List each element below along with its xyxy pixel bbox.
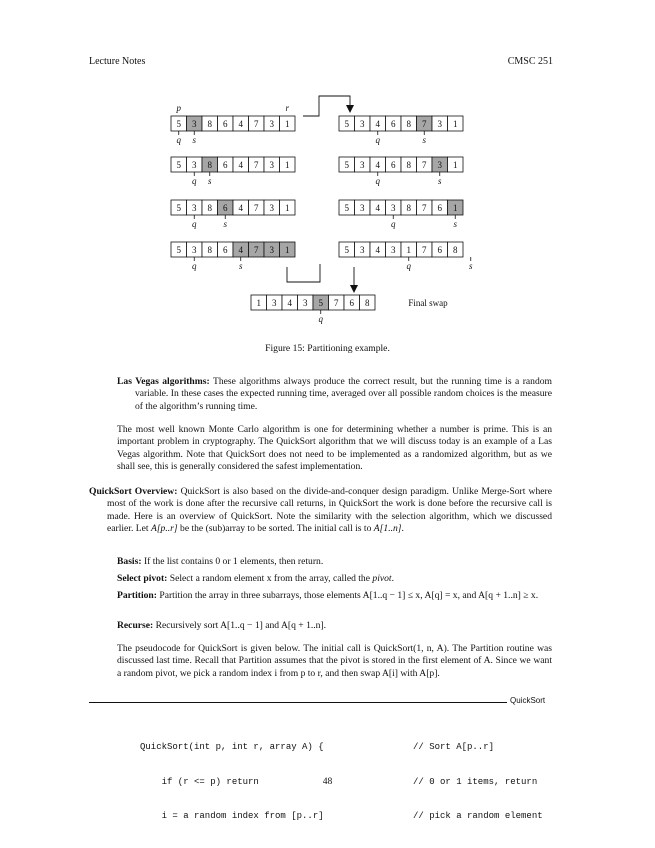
- left-row-cell-value: 7: [254, 244, 259, 255]
- final-row-cell-value: 5: [318, 297, 323, 308]
- code-comment: // Sort A[p..r]: [413, 742, 495, 752]
- right-row-cell-value: 7: [422, 159, 427, 170]
- figure-caption: Figure 15: Partitioning example.: [265, 343, 390, 354]
- right-row-cell-value: 3: [437, 118, 442, 129]
- left-row-cell-value: 7: [254, 202, 259, 213]
- las-vegas-paragraph: [117, 376, 552, 413]
- left-row-q-marker: q: [192, 261, 197, 271]
- right-row-s-marker: s: [468, 261, 473, 271]
- right-row-cell-value: 1: [453, 118, 458, 129]
- left-row-cell-value: 8: [207, 118, 212, 129]
- right-row-cell-value: 5: [344, 244, 349, 255]
- right-row-cell-value: 1: [453, 159, 458, 170]
- right-row-cell-value: 5: [344, 202, 349, 213]
- r-label: r: [285, 103, 290, 113]
- partition-term: Partition:: [117, 590, 157, 601]
- partition-text: Partition the array in three subarrays, those elements A[1..q − 1] ≤ x, A[q] = x, and A[q + 1..n] ≥ x.: [159, 590, 539, 601]
- basis-step: [117, 556, 552, 568]
- select-step: [117, 573, 552, 585]
- left-row-q-marker: q: [192, 219, 197, 229]
- pseudocode-text: The pseudocode for QuickSort is given below. The initial call is QuickSort(1, n, A). The Partition routine was discussed last time. Recall that Partition assumes that the pivot is stored in the first element of A. Since we want a random pivot, we pick a random index i from p to r, and then swap A[i] with A[p].: [117, 643, 552, 679]
- arrowhead: [346, 105, 354, 113]
- right-row-cell-value: 3: [391, 244, 396, 255]
- left-row-cell-value: 3: [269, 118, 274, 129]
- right-row-cell-value: 6: [391, 118, 396, 129]
- right-row-cell-value: 8: [406, 118, 411, 129]
- left-row-cell-value: 1: [285, 202, 290, 213]
- right-row-cell-value: 5: [344, 159, 349, 170]
- left-row-cell-value: 3: [192, 202, 197, 213]
- las-vegas-text: These algorithms always produce the correct result, but the running time is a random variable. In these cases the expected running time, averaged over all possible random choices is the measure of the algorithm’s running time.: [135, 376, 552, 412]
- code-line: i = a random index from [p..r]: [140, 811, 324, 821]
- right-row-cell-value: 3: [360, 244, 365, 255]
- left-row-q-marker: q: [176, 135, 181, 145]
- left-row-cell-value: 5: [176, 202, 181, 213]
- left-row-s-marker: s: [207, 176, 212, 186]
- left-row-cell-value: 6: [223, 202, 228, 213]
- left-row-cell-value: 6: [223, 118, 228, 129]
- left-row-cell-value: 5: [176, 118, 181, 129]
- pseudocode-paragraph: [117, 643, 552, 680]
- final-row-cell-value: 1: [256, 297, 261, 308]
- right-row-cell-value: 4: [375, 159, 380, 170]
- left-row-cell-value: 4: [238, 118, 243, 129]
- left-row-cell-value: 7: [254, 159, 259, 170]
- right-row-s-marker: s: [453, 219, 458, 229]
- left-row-cell-value: 6: [223, 244, 228, 255]
- basis-term: Basis:: [117, 556, 142, 567]
- overview-period: .: [401, 522, 404, 534]
- left-row-cell-value: 3: [192, 159, 197, 170]
- left-row-cell-value: 4: [238, 159, 243, 170]
- left-row-q-marker: q: [192, 176, 197, 186]
- right-row-cell-value: 7: [422, 202, 427, 213]
- arrowhead: [350, 285, 358, 293]
- left-row-cell-value: 3: [269, 202, 274, 213]
- right-row-cell-value: 3: [360, 118, 365, 129]
- right-row-cell-value: 8: [406, 159, 411, 170]
- left-row-cell-value: 8: [207, 244, 212, 255]
- right-row-cell-value: 4: [375, 118, 380, 129]
- select-pivot: pivot: [372, 573, 392, 584]
- recurse-text: Recursively sort A[1..q − 1] and A[q + 1..n].: [155, 620, 327, 631]
- left-row-s-marker: s: [192, 135, 197, 145]
- left-row-cell-value: 1: [285, 244, 290, 255]
- left-row-cell-value: 3: [192, 244, 197, 255]
- left-row-cell-value: 1: [285, 159, 290, 170]
- left-row-cell-value: 3: [269, 244, 274, 255]
- right-row-cell-value: 7: [422, 244, 427, 255]
- right-row-cell-value: 1: [406, 244, 411, 255]
- left-row-cell-value: 7: [254, 118, 259, 129]
- left-row-cell-value: 8: [207, 202, 212, 213]
- code-comment: // pick a random element: [413, 811, 543, 821]
- final-row-q-marker: q: [318, 314, 323, 324]
- right-row-cell-value: 6: [391, 159, 396, 170]
- code-line: if (r <= p) return: [140, 776, 259, 787]
- recurse-step: [117, 620, 552, 632]
- left-row-cell-value: 5: [176, 159, 181, 170]
- column-connector-arrow: [303, 96, 350, 116]
- left-row-cell-value: 1: [285, 118, 290, 129]
- code-line: QuickSort(int p, int r, array A) {: [140, 742, 324, 752]
- p-label: p: [176, 103, 181, 113]
- right-row-cell-value: 3: [360, 159, 365, 170]
- right-row-cell-value: 5: [344, 118, 349, 129]
- page-number: 48: [322, 776, 333, 787]
- code-label: QuickSort: [510, 696, 546, 705]
- right-row-cell-value: 3: [391, 202, 396, 213]
- final-row-cell-value: 8: [365, 297, 370, 308]
- basis-text: If the list contains 0 or 1 elements, then return.: [143, 556, 324, 567]
- left-row-cell-value: 8: [207, 159, 212, 170]
- code-rule: [89, 702, 507, 703]
- recurse-term: Recurse:: [117, 620, 154, 631]
- monte-carlo-text: The most well known Monte Carlo algorithm is one for determining whether a number is prime. This is an important problem in cryptography. The QuickSort algorithm that we will discuss today is an example of a Las Vegas algorithm. Note that QuickSort does not need to be implemented as a randomized algorithm, but as we shall see, this is generally considered the safest implementation.: [117, 424, 552, 472]
- final-row-cell-value: 4: [287, 297, 292, 308]
- header-right: CMSC 251: [507, 56, 553, 67]
- overview-paragraph: [89, 486, 552, 535]
- left-row-cell-value: 3: [192, 118, 197, 129]
- right-row-cell-value: 3: [437, 159, 442, 170]
- right-row-s-marker: s: [422, 135, 427, 145]
- select-text: Select a random element x from the array, called the: [169, 573, 370, 584]
- final-swap-label: Final swap: [408, 298, 448, 308]
- overview-term: QuickSort Overview:: [89, 486, 178, 497]
- left-row-cell-value: 4: [238, 202, 243, 213]
- left-row-cell-value: 3: [269, 159, 274, 170]
- code-comment: // 0 or 1 items, return: [413, 776, 538, 787]
- right-row-cell-value: 1: [453, 202, 458, 213]
- final-row-cell-value: 3: [303, 297, 308, 308]
- select-period: .: [391, 573, 394, 584]
- partition-figure: [0, 0, 655, 340]
- right-row-cell-value: 8: [406, 202, 411, 213]
- right-row-q-marker: q: [391, 219, 396, 229]
- left-row-cell-value: 5: [176, 244, 181, 255]
- overview-math-apr: A[p..r]: [150, 522, 178, 534]
- right-row-cell-value: 4: [375, 202, 380, 213]
- right-row-s-marker: s: [437, 176, 442, 186]
- right-row-cell-value: 6: [437, 244, 442, 255]
- partition-step: [117, 590, 552, 602]
- right-row-q-marker: q: [406, 261, 411, 271]
- overview-math-a1n: A[1..n]: [373, 522, 402, 534]
- final-row-cell-value: 7: [334, 297, 339, 308]
- select-term: Select pivot:: [117, 573, 168, 584]
- right-row-cell-value: 4: [375, 244, 380, 255]
- right-row-cell-value: 6: [437, 202, 442, 213]
- right-row-cell-value: 3: [360, 202, 365, 213]
- right-row-q-marker: q: [375, 135, 380, 145]
- right-row-cell-value: 8: [453, 244, 458, 255]
- final-row-cell-value: 6: [349, 297, 354, 308]
- left-row-cell-value: 4: [238, 244, 243, 255]
- final-connector-line: [287, 264, 320, 282]
- left-row-s-marker: s: [223, 219, 228, 229]
- left-row-s-marker: s: [238, 261, 243, 271]
- right-row-q-marker: q: [375, 176, 380, 186]
- las-vegas-term: Las Vegas algorithms:: [117, 376, 210, 387]
- final-row-cell-value: 3: [272, 297, 277, 308]
- header-left: Lecture Notes: [89, 56, 146, 67]
- overview-text-end: be the (sub)array to be sorted. The initial call is to: [180, 522, 372, 534]
- overview-text: QuickSort is also based on the divide-and-conquer design paradigm. Unlike Merge-Sort where most of the work is done after the recursive call returns, in QuickSort the work is done before the recursive call is made. Here is an overview of QuickSort. Note the similarity with the selection algorithm, which we discussed earlier. Let: [107, 486, 552, 534]
- monte-carlo-paragraph: [117, 424, 552, 473]
- left-row-cell-value: 6: [223, 159, 228, 170]
- right-row-cell-value: 7: [422, 118, 427, 129]
